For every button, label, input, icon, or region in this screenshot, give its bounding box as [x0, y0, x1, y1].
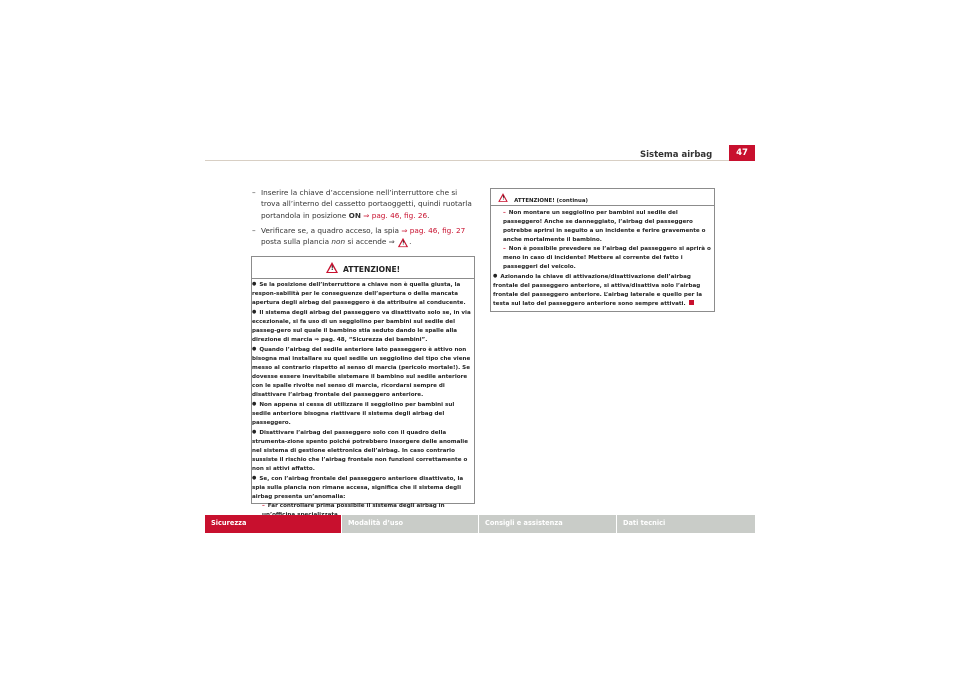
- warning-icon: !: [326, 262, 338, 273]
- warning-sub-item: – Non montare un seggiolino per bambini sul sedile del passeggero! Anche se danneggiato, l’airbag del passeggero potrebbe aprirsi in seguito a un incidente e ferire gravemente o anche mortalmente il bambino.: [493, 209, 712, 245]
- warning-box: [251, 256, 475, 509]
- header-rule: [205, 160, 755, 161]
- warning-text: [493, 209, 712, 309]
- footer-tab-consigli-assistenza[interactable]: Consigli e assistenza: [479, 515, 616, 533]
- step-1: – Inserire la chiave d’accensione nell’interruttore che si trova all’interno del cassetto portaoggetti, quindi ruotarla portandola in posizione ON ⇒ pag. 46, fig. 26.: [252, 188, 472, 220]
- warning-header: [491, 189, 714, 206]
- footer-tab-modalita-uso[interactable]: Modalità d’uso: [342, 515, 478, 533]
- page-reference-link[interactable]: ⇒ pag. 46, fig. 27: [401, 226, 466, 235]
- warning-item: ● Se, con l’airbag frontale del passeggero anteriore disattivato, la spia sulla plancia non rimane accesa, significa che il sistema degli airbag presenta un’anomalia:: [252, 474, 474, 502]
- section-end-marker: [689, 300, 694, 305]
- warning-item: ● Non appena si cessa di utilizzare il seggiolino per bambini sul sedile anteriore bisogna riattivare il sistema degli airbag del passeggero.: [252, 400, 474, 428]
- warning-item: ● Disattivare l’airbag del passeggero solo con il quadro della strumenta-zione spento poiché potrebbero insorgere delle anomalie nel sistema di gestione elettronica dell’airbag. In caso contrario sussiste il rischio che l’airbag frontale non funzioni correttamente o non si attivi affatto.: [252, 428, 474, 474]
- warning-header: [252, 257, 474, 279]
- warning-sub-item: – Non è possibile prevedere se l’airbag del passeggero si aprirà o meno in caso di incidente! Mettere al corrente del fatto i passeggeri del veicolo.: [493, 245, 712, 272]
- warning-sub-item: – Far controllare prima possibile il sistema degli airbag in: [252, 502, 474, 520]
- warning-title: ATTENZIONE! (continua): [514, 198, 588, 204]
- warning-item: ● Quando l’airbag del sedile anteriore lato passeggero è attivo non bisogna mai installare su quel sedile un seggiolino del tipo che viene messo al contrario rispetto al senso di marcia (pericolo mortale!). Se dovesse essere inevitabile sistemare il bambino sul sedile anteriore con le spalle rivolte nel senso di marcia, ricordarsi sempre di disattivare l’airbag frontale del passeggero anteriore.: [252, 345, 474, 400]
- warning-icon: !: [498, 193, 508, 202]
- footer-tab-dati-tecnici[interactable]: Dati tecnici: [617, 515, 755, 533]
- warning-icon: !: [398, 238, 408, 247]
- warning-title: ATTENZIONE!: [342, 265, 401, 274]
- footer-tab-sicurezza[interactable]: Sicurezza: [205, 515, 341, 533]
- warning-text: [252, 280, 474, 520]
- warning-item: ● Azionando la chiave di attivazione/disattivazione dell’airbag frontale del passeggero anteriore, si attiva/disattiva solo l’airbag frontale del passeggero anteriore. L’airbag laterale e quello per la testa sul lato del passeggero anteriore sono sempre attivati.: [493, 272, 712, 309]
- warning-item: ● Il sistema degli airbag del passeggero va disattivato solo se, in via eccezionale, si fa uso di un seggiolino per bambini sul sedile del passeg-gero sul quale il bambino stia seduto dando le spalle alla direzione di marcia ⇒ pag. 48, “Sicurezza dei bambini”.: [252, 308, 474, 345]
- page-title: Sistema airbag: [640, 150, 713, 160]
- warning-box-continued: [490, 188, 715, 312]
- page-reference-link[interactable]: ⇒ pag. 46, fig. 26: [363, 210, 428, 220]
- warning-item: ● Se la posizione dell’interruttore a chiave non è quella giusta, la respon-sabilità per le conseguenze dell’apertura o della mancata apertura degli airbag del passeggero è da attribuire al conducente.: [252, 280, 474, 308]
- page-number: 47: [729, 145, 755, 161]
- step-2: – Verificare se, a quadro acceso, la spia ⇒ pag. 46, fig. 27 posta sulla plancia non si accende ⇒ ! .: [252, 226, 466, 247]
